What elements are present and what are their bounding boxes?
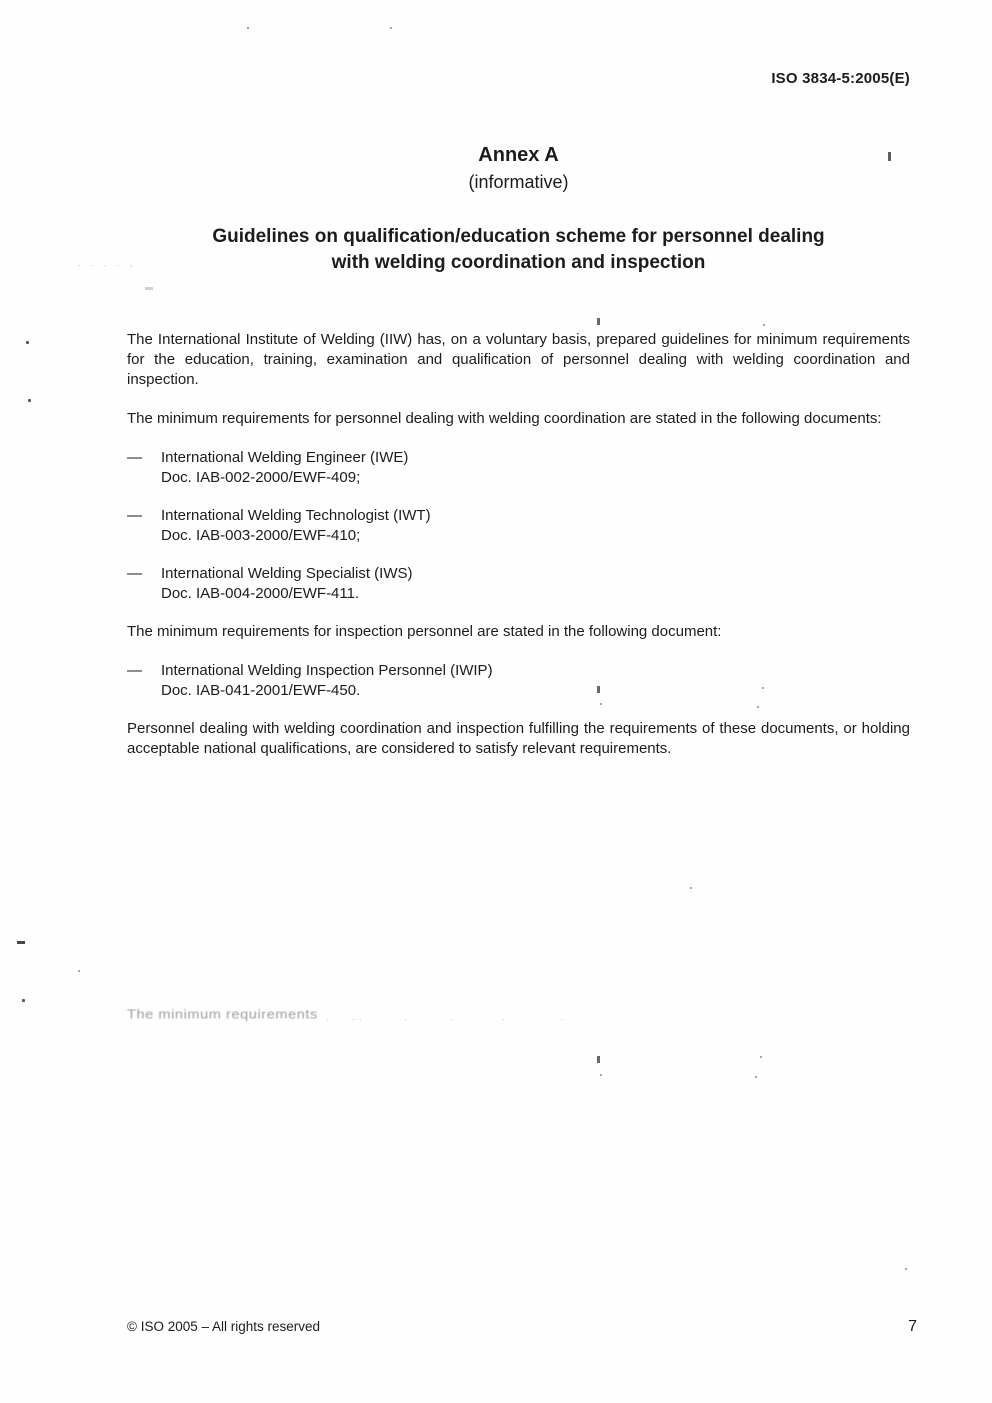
doc-reference: Doc. IAB-003-2000/EWF-410;: [161, 527, 361, 544]
scan-artifact: [145, 287, 153, 290]
list-item-iwe: [127, 448, 910, 488]
list-item-iws: [127, 564, 910, 604]
footer-page-number: 7: [908, 1318, 917, 1335]
scan-artifact: [390, 27, 392, 29]
page-footer: [127, 1318, 917, 1336]
list-item-iwip: [127, 661, 910, 701]
doc-reference: Doc. IAB-002-2000/EWF-409;: [161, 469, 361, 486]
scan-artifact: [22, 999, 25, 1002]
list-item-text: [161, 506, 431, 546]
scan-artifact: [755, 1076, 757, 1078]
list-item-iwt: [127, 506, 910, 546]
scan-artifact: [600, 1074, 602, 1076]
scan-artifact: [763, 324, 765, 326]
annex-title: Annex A: [478, 144, 559, 166]
scan-artifact: [905, 1268, 907, 1270]
footer-copyright: © ISO 2005 – All rights reserved: [127, 1319, 321, 1334]
body-copy: [127, 330, 910, 778]
paragraph-intro: The International Institute of Welding (IIW) has, on a voluntary basis, prepared guidelines for minimum requirements for the education, training, examination and qualification of personnel dealing with welding coordination and inspection.: [127, 331, 910, 388]
scan-artifact: [247, 27, 249, 29]
scan-artifact: [26, 341, 29, 344]
list-item-text: [161, 564, 413, 604]
document-heading: [127, 224, 910, 276]
scan-artifact: . . . . ,: [78, 258, 137, 268]
annex-subtitle: (informative): [468, 172, 569, 192]
document-heading-line1: Guidelines on qualification/education scheme for personnel dealing: [212, 226, 825, 247]
list-item-text: [161, 661, 493, 701]
doc-name: International Welding Inspection Personnel (IWIP): [161, 662, 493, 679]
page-header-standard-ref: ISO 3834-5:2005(E): [771, 70, 910, 87]
doc-name: International Welding Engineer (IWE): [161, 449, 409, 466]
doc-name: International Welding Technologist (IWT): [161, 507, 431, 524]
scan-artifact: . .. . . . .: [320, 1012, 568, 1022]
scan-artifact: [760, 1056, 762, 1058]
ghost-text-artifact: The minimum requirements: [127, 1007, 318, 1023]
scan-artifact: [17, 941, 25, 944]
doc-reference: Doc. IAB-004-2000/EWF-411.: [161, 585, 360, 602]
list-dash: —: [127, 565, 142, 582]
list-dash: —: [127, 662, 142, 679]
paragraph-coordination: The minimum requirements for personnel dealing with welding coordination are stated in the following documents:: [127, 410, 882, 427]
list-item-text: [161, 448, 408, 488]
scan-artifact: [78, 970, 80, 972]
list-dash: —: [127, 507, 142, 524]
list-dash: —: [127, 449, 142, 466]
doc-reference: Doc. IAB-041-2001/EWF-450.: [161, 682, 361, 699]
scan-artifact: [597, 318, 600, 325]
document-heading-line2: with welding coordination and inspection: [331, 252, 706, 273]
scan-artifact: [690, 887, 692, 889]
doc-name: International Welding Specialist (IWS): [161, 565, 413, 582]
scan-artifact: [597, 1056, 600, 1063]
paragraph-inspection: The minimum requirements for inspection personnel are stated in the following document:: [127, 623, 722, 640]
scan-artifact: [28, 399, 31, 402]
paragraph-closing: Personnel dealing with welding coordination and inspection fulfilling the requirements of these documents, or holding acceptable national qualifications, are considered to satisfy relevant requirements.: [127, 720, 910, 757]
